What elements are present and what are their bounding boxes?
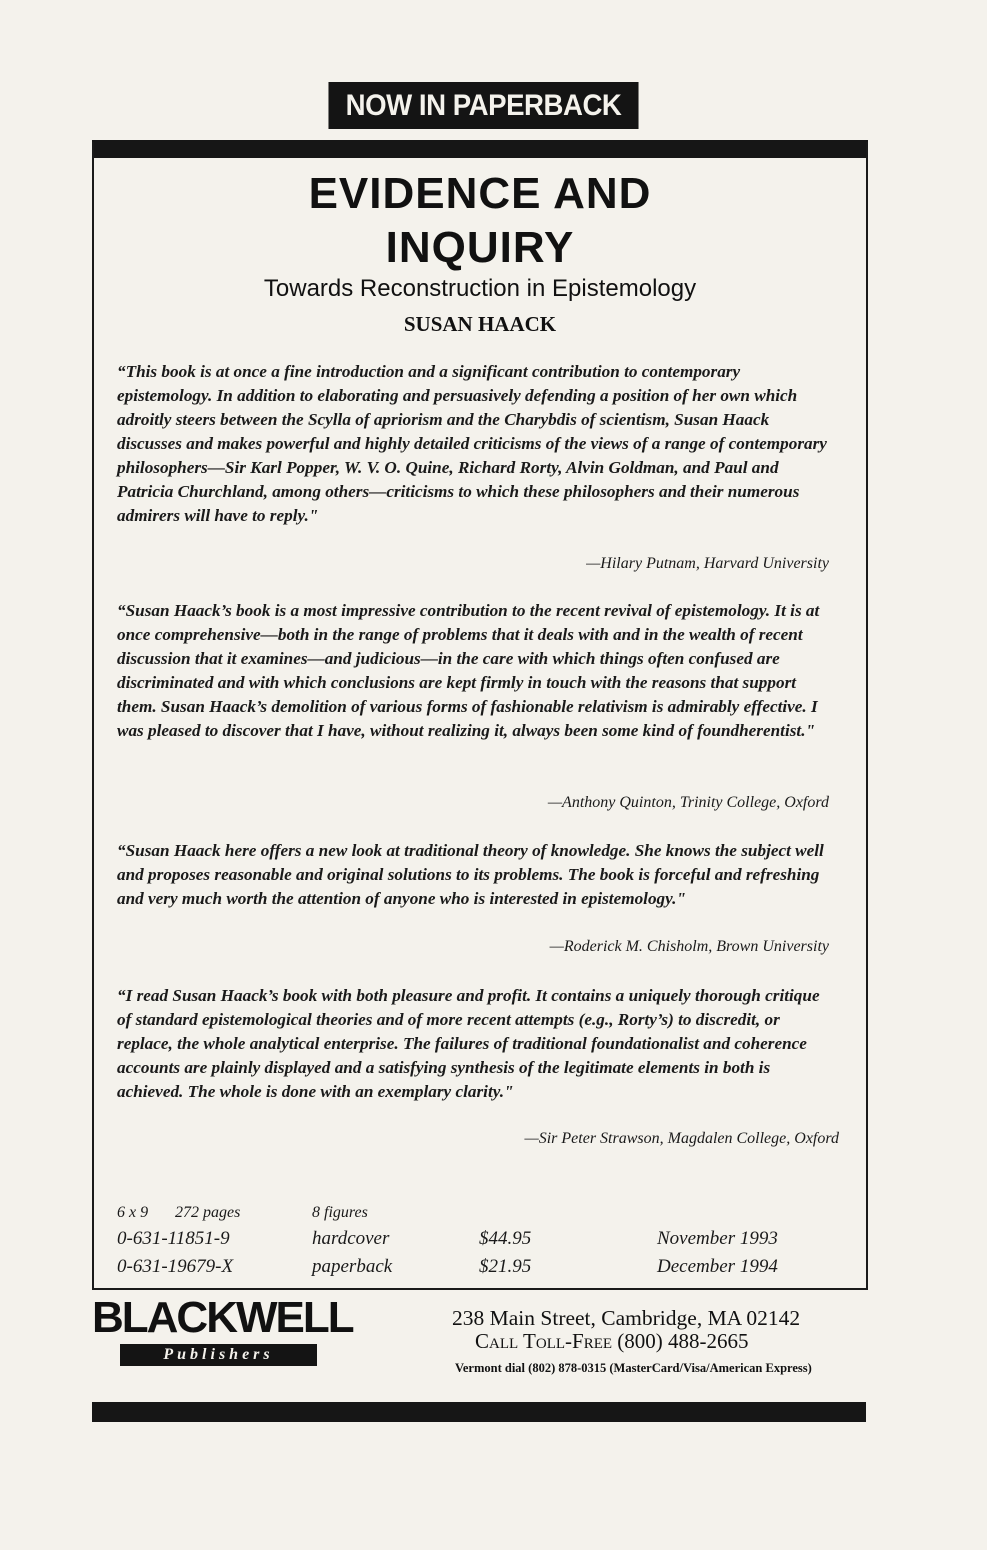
edition-date: November 1993 bbox=[657, 1228, 778, 1249]
now-in-paperback-banner: NOW IN PAPERBACK bbox=[328, 82, 638, 129]
spec-figures: 8 figures bbox=[312, 1204, 368, 1221]
publisher-phone-line bbox=[475, 1329, 749, 1353]
call-toll-free-label: Call Toll-Free bbox=[475, 1329, 613, 1353]
vermont-phone-note: Vermont dial (802) 878-0315 (MasterCard/Visa/American Express) bbox=[455, 1361, 812, 1375]
edition-row-paperback bbox=[117, 1256, 817, 1284]
book-title-line2: INQUIRY bbox=[385, 223, 575, 272]
edition-price: $44.95 bbox=[479, 1228, 532, 1249]
book-author: SUSAN HAACK bbox=[403, 312, 557, 336]
spec-pages: 272 pages bbox=[175, 1204, 241, 1221]
edition-row-hardcover bbox=[117, 1228, 817, 1256]
quote-quinton: “Susan Haack’s book is a most impressive contribution to the recent revival of epistemology. It is at once comprehensive—both in the range of problems that it deals with and in the wealth of recent discussion that it examines—and judicious—in the care with which things often confused are discriminated and with which conclusions are kept firmly in touch with the reasons that support them. Susan Haack’s demolition of various forms of fashionable relativism is admirably effective. I was pleased to discover that I have, without realizing it, always been some kind of foundherentist." bbox=[117, 601, 820, 740]
edition-isbn: 0-631-19679-X bbox=[117, 1256, 234, 1277]
edition-binding: paperback bbox=[312, 1256, 393, 1277]
spec-format: 6 x 9 bbox=[117, 1204, 149, 1221]
attribution-chisholm: —Roderick M. Chisholm, Brown University bbox=[549, 938, 829, 955]
bottom-rule bbox=[92, 1402, 866, 1422]
book-subtitle: Towards Reconstruction in Epistemology bbox=[263, 275, 697, 302]
specs-header-row bbox=[117, 1200, 817, 1228]
quote-chisholm: “Susan Haack here offers a new look at traditional theory of knowledge. She knows the subject well and proposes reasonable and original solutions to its problems. The book is forceful and refreshing and very much worth the attention of anyone who is interested in epistemology." bbox=[117, 841, 824, 908]
attribution-quinton: —Anthony Quinton, Trinity College, Oxford bbox=[547, 794, 829, 811]
edition-isbn: 0-631-11851-9 bbox=[117, 1228, 230, 1249]
edition-date: December 1994 bbox=[657, 1256, 778, 1277]
phone-number: (800) 488-2665 bbox=[617, 1329, 749, 1353]
publishers-logo-bar: Publishers bbox=[120, 1344, 317, 1366]
blackwell-logo: BLACKWELL bbox=[92, 1293, 353, 1342]
edition-price: $21.95 bbox=[479, 1256, 532, 1277]
quote-strawson: “I read Susan Haack’s book with both pleasure and profit. It contains a uniquely thorough critique of standard epistemological theories and of more recent attempts (e.g., Rorty’s) to discredit, or replace, the whole analytical enterprise. The failures of traditional foundationalist and coherence accounts are plainly displayed and a satisfying synthesis of the legitimate elements in both is achieved. The whole is done with an exemplary clarity." bbox=[117, 986, 820, 1101]
quote-putnam: “This book is at once a fine introduction and a significant contribution to contemporary epistemology. In addition to elaborating and persuasively defending a position of her own which adroitly steers between the Scylla of apriorism and the Charybdis of scientism, Susan Haack discusses and makes powerful and highly detailed criticisms of the views of a range of contemporary philosophers—Sir Karl Popper, W. V. O. Quine, Richard Rorty, Alvin Goldman, and Paul and Patricia Churchland, among others—criticisms to which these philosophers and their numerous admirers will have to reply." bbox=[117, 362, 827, 525]
edition-binding: hardcover bbox=[312, 1228, 390, 1249]
publisher-address: 238 Main Street, Cambridge, MA 02142 bbox=[452, 1306, 801, 1330]
attribution-strawson: —Sir Peter Strawson, Magdalen College, Oxford bbox=[524, 1130, 839, 1147]
book-title-line1: EVIDENCE AND bbox=[308, 169, 652, 218]
attribution-putnam: —Hilary Putnam, Harvard University bbox=[586, 555, 829, 572]
book-specs bbox=[117, 1200, 817, 1284]
